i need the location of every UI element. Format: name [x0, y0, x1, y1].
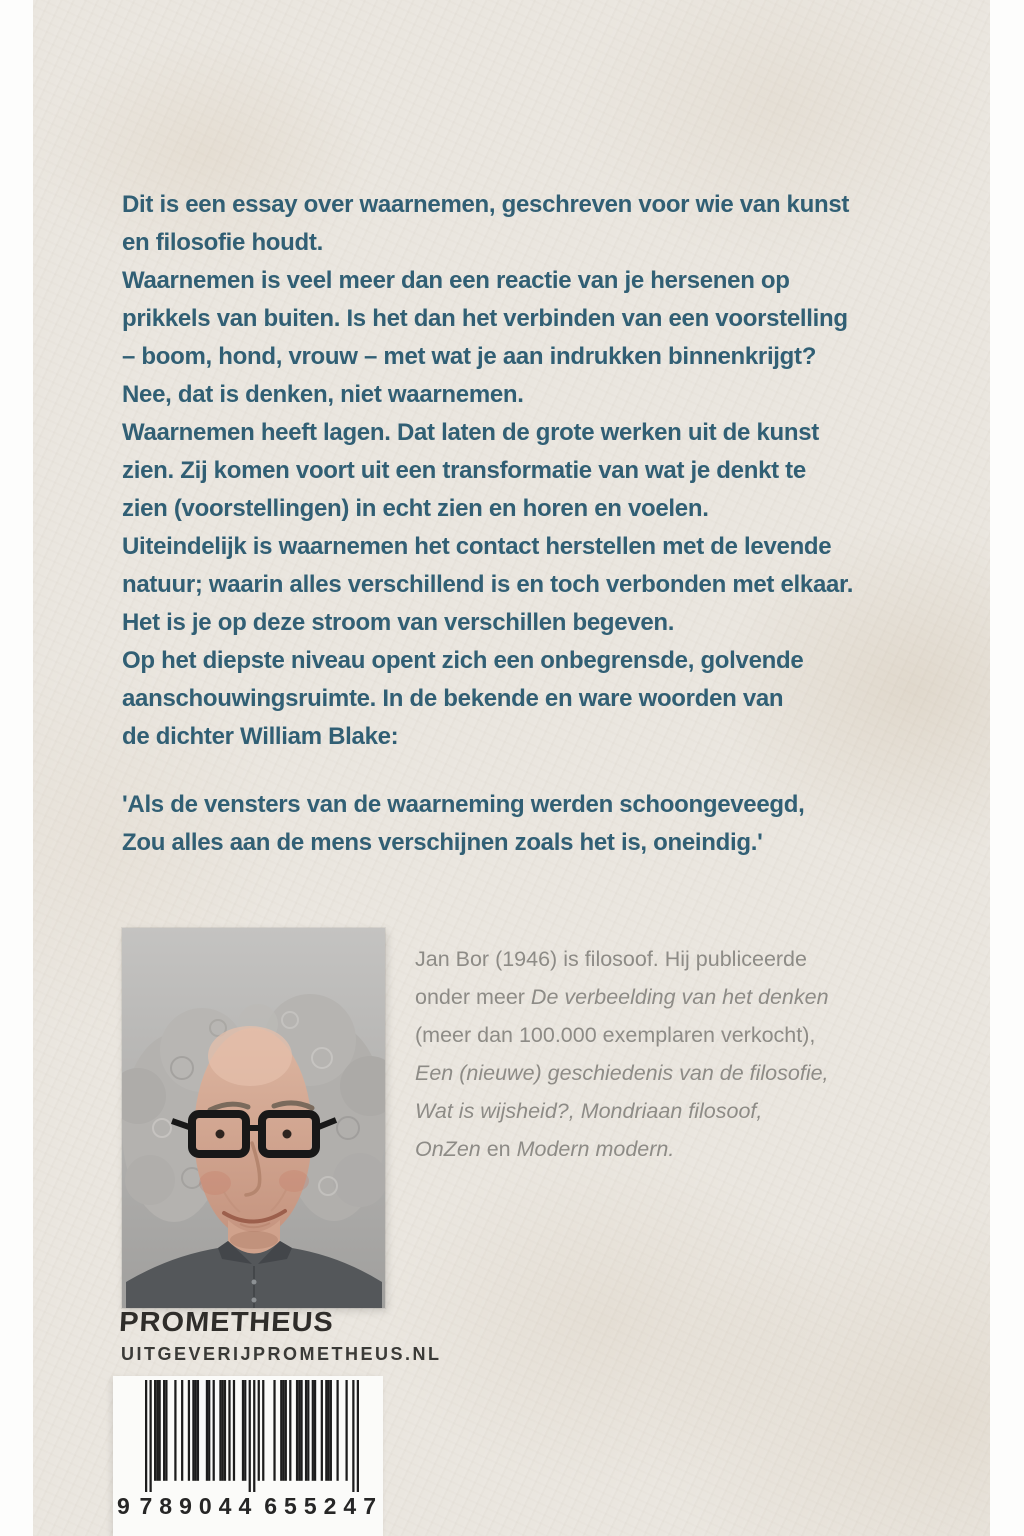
blurb-line: de dichter William Blake:: [122, 723, 399, 750]
blurb-line: Waarnemen heeft lagen. Dat laten de grote werken uit de kunst: [122, 419, 819, 446]
blurb-line: zien. Zij komen voort uit een transformatie van wat je denkt te: [122, 457, 806, 484]
author-photo: [122, 928, 385, 1308]
barcode: [145, 1380, 359, 1492]
barcode-label: [113, 1376, 383, 1536]
blurb-line: prikkels van buiten. Is het dan het verbinden van een voorstelling: [122, 305, 848, 332]
blake-quote: [122, 786, 804, 862]
blurb-line: – boom, hond, vrouw – met wat je aan indrukken binnenkrijgt?: [122, 343, 817, 370]
author-bio: [415, 940, 829, 1168]
bio-line: Wat is wijsheid?, Mondriaan filosoof,: [415, 1099, 763, 1123]
author-portrait-illustration: [122, 928, 385, 1308]
blurb-line: Het is je op deze stroom van verschillen begeven.: [122, 609, 675, 636]
blurb-line: Uiteindelijk is waarnemen het contact herstellen met de levende: [122, 533, 832, 560]
quote-line: Zou alles aan de mens verschijnen zoals het is, oneindig.': [122, 829, 763, 856]
blurb-line: natuur; waarin alles verschillend is en toch verbonden met elkaar.: [122, 571, 854, 598]
blurb-line: Nee, dat is denken, niet waarnemen.: [122, 381, 524, 408]
bio-line: Een (nieuwe) geschiedenis van de filosofie,: [415, 1061, 829, 1085]
barcode-digit-group1: 789044: [139, 1493, 259, 1519]
bio-line: OnZen en Modern modern.: [415, 1137, 675, 1161]
bio-line: Jan Bor (1946) is filosoof. Hij publiceerde: [415, 947, 807, 971]
barcode-digit-group2: 655247: [264, 1493, 383, 1519]
publisher-website: UITGEVERIJPROMETHEUS.NL: [121, 1344, 442, 1364]
blurb-line: Waarnemen is veel meer dan een reactie van je hersenen op: [122, 267, 790, 294]
barcode-digits: [117, 1493, 383, 1520]
bio-line: (meer dan 100.000 exemplaren verkocht),: [415, 1023, 816, 1047]
blurb-line: aanschouwingsruimte. In de bekende en ware woorden van: [122, 685, 784, 712]
publisher-logo: PROMETHEUS: [118, 1307, 335, 1338]
blurb-line: Dit is een essay over waarnemen, geschreven voor wie van kunst: [122, 191, 850, 218]
blurb-line: zien (voorstellingen) in echt zien en horen en voelen.: [122, 495, 709, 522]
quote-line: 'Als de vensters van de waarneming werden schoongeveegd,: [122, 791, 805, 818]
blurb: [122, 186, 853, 756]
blurb-line: Op het diepste niveau opent zich een onbegrensde, golvende: [122, 647, 804, 674]
barcode-digit-first: 9: [117, 1493, 130, 1519]
book-back-cover: [33, 0, 990, 1536]
bio-line: onder meer De verbeelding van het denken: [415, 985, 829, 1009]
blurb-line: en filosofie houdt.: [122, 229, 323, 256]
